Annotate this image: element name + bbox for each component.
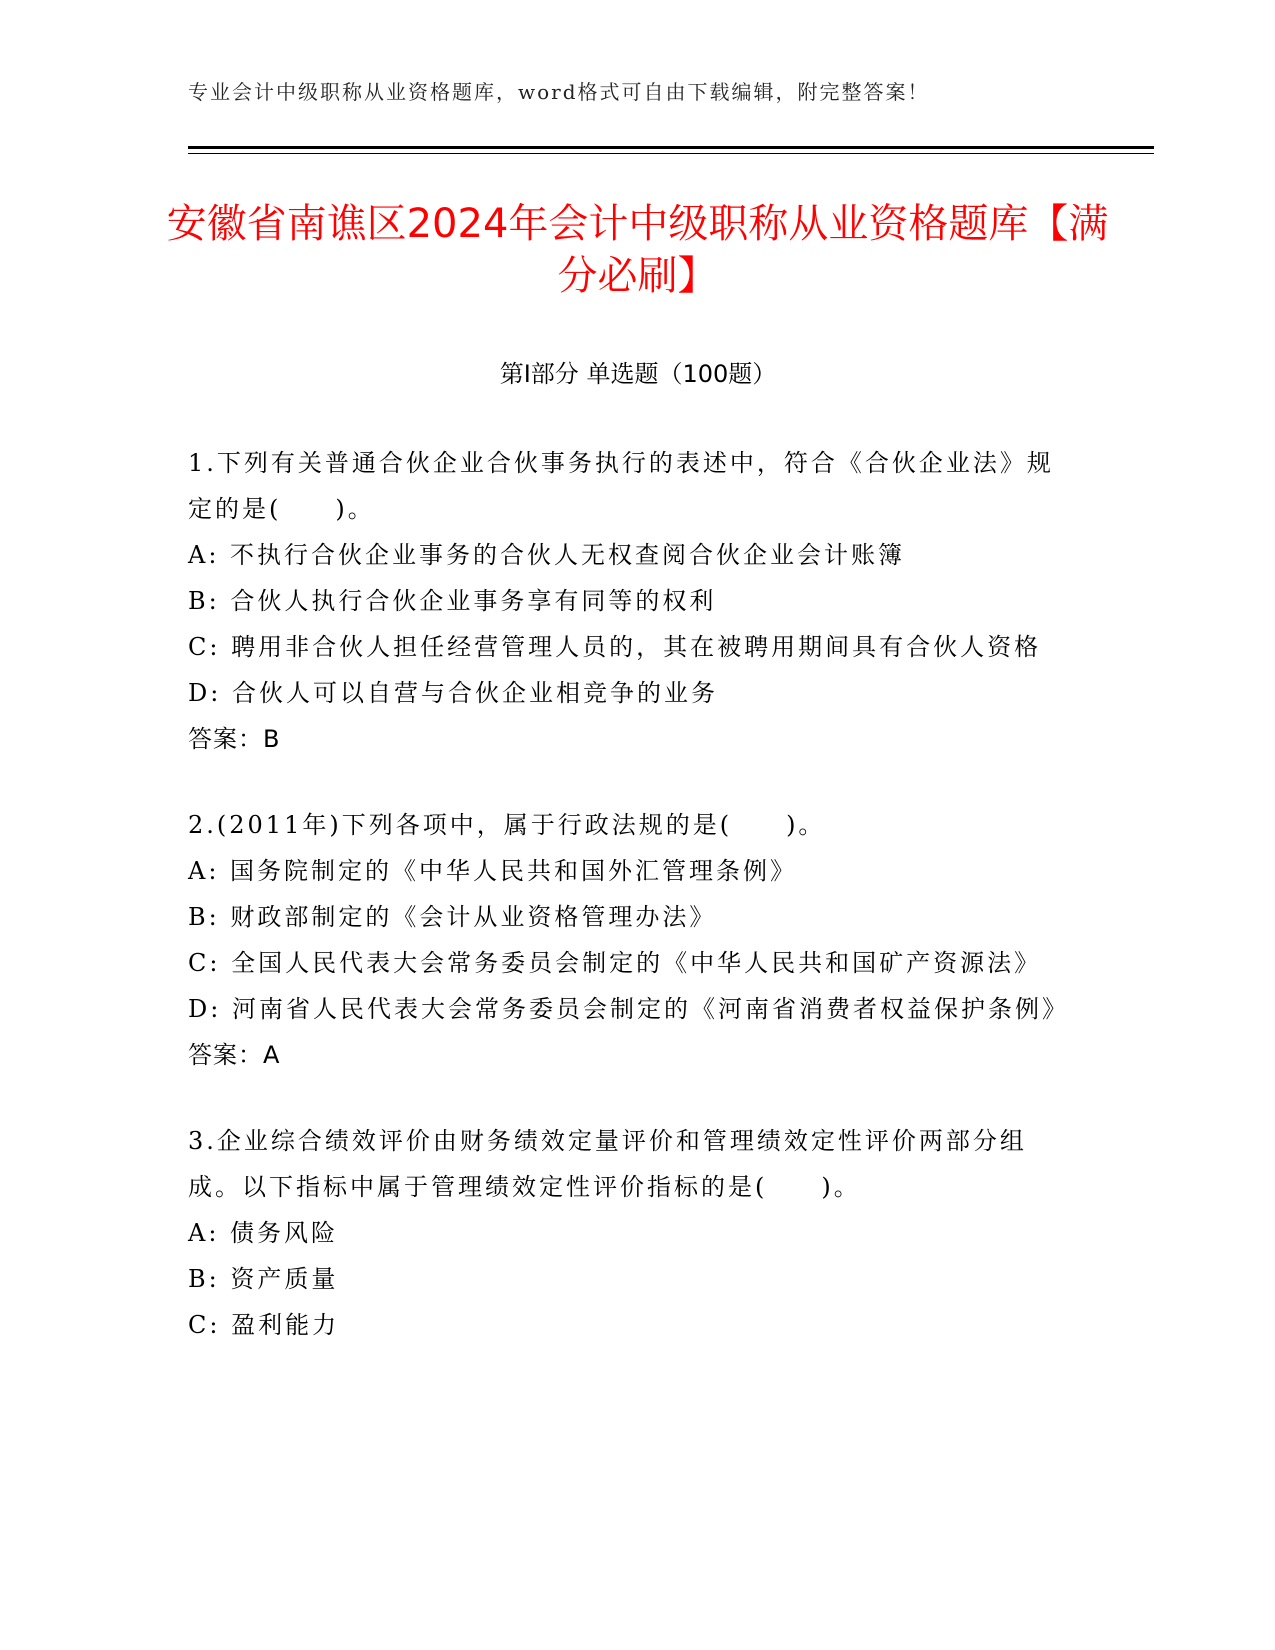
question-2 [188,802,1068,1078]
header-note: 专业会计中级职称从业资格题库，word格式可自由下载编辑，附完整答案！ [188,80,930,104]
answer-line: 答案：A [188,1041,281,1069]
option-a: A: 不执行合伙企业事务的合伙人无权查阅合伙企业会计账簿 [188,541,906,569]
question-3 [188,1118,1068,1348]
option-c: C: 盈利能力 [188,1311,340,1339]
option-d: D: 合伙人可以自营与合伙企业相竞争的业务 [188,679,718,707]
option-b: B: 财政部制定的《会计从业资格管理办法》 [188,903,717,931]
option-c: C: 全国人民代表大会常务委员会制定的《中华人民共和国矿产资源法》 [188,949,1042,977]
answer-line: 答案：B [188,725,281,753]
option-b: B: 资产质量 [188,1265,339,1293]
document-title: 安徽省南谯区2024年会计中级职称从业资格题库【满分必刷】 [166,201,1109,299]
option-d: D: 河南省人民代表大会常务委员会制定的《河南省消费者权益保护条例》 [188,995,1069,1023]
question-1 [188,440,1068,762]
option-a: A: 债务风险 [188,1219,339,1247]
question-list [188,440,1068,1388]
option-b: B: 合伙人执行合伙企业事务享有同等的权利 [188,587,717,615]
header-rule-thin [188,153,1154,154]
option-c: C: 聘用非合伙人担任经营管理人员的，其在被聘用期间具有合伙人资格 [188,633,1042,661]
question-stem: 1.下列有关普通合伙企业合伙事务执行的表述中，符合《合伙企业法》规定的是( )。 [188,449,1054,523]
question-stem: 3.企业综合绩效评价由财务绩效定量评价和管理绩效定性评价两部分组成。以下指标中属于管理绩效定性评价指标的是( )。 [188,1127,1027,1201]
header-rule-thick [188,146,1154,149]
section-title: 第I部分 单选题（100题） [499,360,777,388]
option-a: A: 国务院制定的《中华人民共和国外汇管理条例》 [188,857,798,885]
question-stem: 2.(2011年)下列各项中，属于行政法规的是( )。 [188,811,826,839]
